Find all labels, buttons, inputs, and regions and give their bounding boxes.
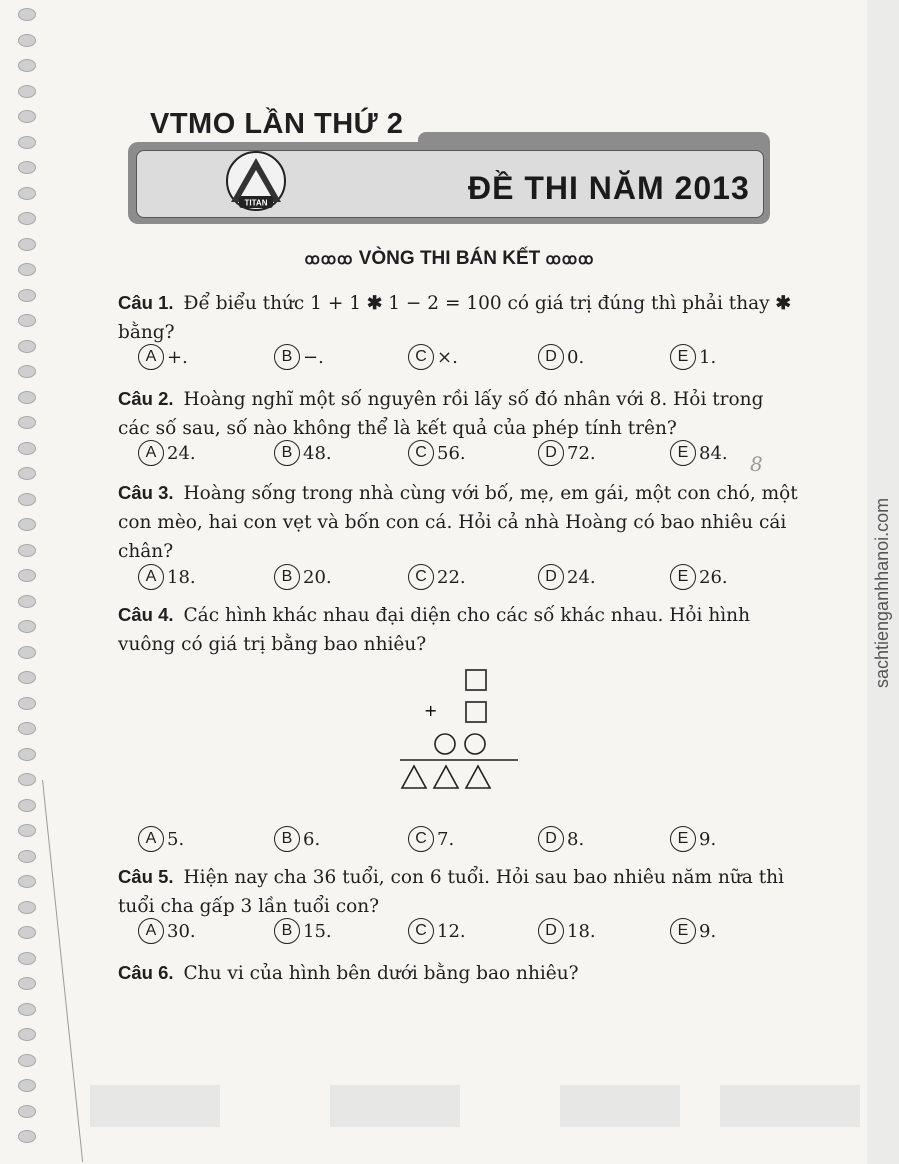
option-e[interactable] bbox=[670, 564, 728, 590]
binder-hole bbox=[18, 136, 36, 149]
binder-hole bbox=[18, 646, 36, 659]
option-letter: C bbox=[408, 826, 434, 852]
option-value: 48. bbox=[303, 442, 332, 464]
binder-hole bbox=[18, 85, 36, 98]
binder-hole bbox=[18, 901, 36, 914]
triangle-shape bbox=[402, 766, 426, 788]
question-label: Câu 1. bbox=[118, 292, 174, 313]
option-letter: A bbox=[138, 826, 164, 852]
option-value: 8. bbox=[567, 828, 585, 850]
question-label: Câu 4. bbox=[118, 604, 174, 625]
option-b[interactable] bbox=[274, 440, 332, 466]
question-text: Hiện nay cha 36 tuổi, con 6 tuổi. Hỏi sau bao nhiêu năm nữa thì tuổi cha gấp 3 lần tuổi con? bbox=[118, 867, 784, 917]
asterisk-symbol: ✱ bbox=[775, 293, 791, 314]
option-value: 72. bbox=[567, 442, 596, 464]
binder-hole bbox=[18, 952, 36, 965]
option-value: 24. bbox=[167, 442, 196, 464]
watermark-text: sachtienganhhanoi.com bbox=[872, 497, 892, 688]
binder-hole bbox=[18, 569, 36, 582]
contest-title: VTMO LẦN THỨ 2 bbox=[150, 108, 404, 140]
question-4 bbox=[118, 600, 798, 659]
binder-hole bbox=[18, 161, 36, 174]
question-label: Câu 6. bbox=[118, 962, 174, 983]
binder-hole bbox=[18, 442, 36, 455]
option-value: 26. bbox=[699, 566, 728, 588]
binder-hole bbox=[18, 59, 36, 72]
option-letter: D bbox=[538, 440, 564, 466]
square-shape bbox=[466, 670, 486, 690]
option-value: 1. bbox=[699, 346, 717, 368]
binder-hole bbox=[18, 314, 36, 327]
option-value: 5. bbox=[167, 828, 185, 850]
binder-hole bbox=[18, 926, 36, 939]
binder-hole bbox=[18, 340, 36, 353]
pencil-note: 8 bbox=[750, 452, 763, 476]
scan-noise bbox=[330, 1085, 460, 1127]
option-e[interactable] bbox=[670, 344, 716, 370]
binder-hole bbox=[18, 110, 36, 123]
option-letter: C bbox=[408, 918, 434, 944]
logo-text: TITAN bbox=[244, 198, 268, 208]
square-shape bbox=[466, 702, 486, 722]
binder-hole bbox=[18, 493, 36, 506]
option-value: 20. bbox=[303, 566, 332, 588]
scan-noise bbox=[720, 1085, 860, 1127]
options-q3 bbox=[138, 564, 798, 594]
option-a[interactable] bbox=[138, 440, 196, 466]
ornament-left: ꝏꝏꝏ bbox=[304, 251, 354, 268]
option-value: 18. bbox=[567, 920, 596, 942]
option-letter: C bbox=[408, 344, 434, 370]
option-e[interactable] bbox=[670, 826, 716, 852]
option-letter: D bbox=[538, 564, 564, 590]
option-letter: D bbox=[538, 918, 564, 944]
option-d[interactable] bbox=[538, 826, 584, 852]
asterisk-symbol: ✱ bbox=[366, 293, 383, 314]
option-letter: A bbox=[138, 344, 164, 370]
binder-hole bbox=[18, 34, 36, 47]
round-title: VÒNG THI BÁN KẾT bbox=[358, 248, 541, 269]
question-5 bbox=[118, 862, 798, 921]
option-value: +. bbox=[167, 346, 188, 368]
question-text: Hoàng nghĩ một số nguyên rồi lấy số đó nhân với 8. Hỏi trong các số sau, số nào không thể là kết quả của phép tính trên? bbox=[118, 389, 764, 439]
binder-hole bbox=[18, 1130, 36, 1143]
binder-holes bbox=[18, 0, 44, 1164]
option-letter: B bbox=[274, 440, 300, 466]
option-letter: E bbox=[670, 826, 696, 852]
banner-title: ĐỀ THI NĂM 2013 bbox=[468, 170, 750, 206]
binder-hole bbox=[18, 1079, 36, 1092]
round-heading bbox=[0, 248, 899, 270]
binder-hole bbox=[18, 212, 36, 225]
option-d[interactable] bbox=[538, 564, 596, 590]
option-b[interactable] bbox=[274, 918, 332, 944]
option-a[interactable] bbox=[138, 918, 196, 944]
question-3 bbox=[118, 478, 798, 566]
question-6 bbox=[118, 958, 798, 988]
option-value: −. bbox=[303, 346, 324, 368]
exam-banner bbox=[128, 142, 770, 224]
option-c[interactable] bbox=[408, 918, 466, 944]
option-letter: B bbox=[274, 564, 300, 590]
option-letter: D bbox=[538, 344, 564, 370]
binder-hole bbox=[18, 722, 36, 735]
binder-hole bbox=[18, 518, 36, 531]
option-letter: E bbox=[670, 918, 696, 944]
binder-hole bbox=[18, 1028, 36, 1041]
paper-edge-line bbox=[42, 780, 83, 1162]
binder-hole bbox=[18, 824, 36, 837]
option-letter: C bbox=[408, 564, 434, 590]
binder-hole bbox=[18, 8, 36, 21]
triangle-shape bbox=[466, 766, 490, 788]
option-letter: C bbox=[408, 440, 434, 466]
question-label: Câu 3. bbox=[118, 482, 174, 503]
option-value: 24. bbox=[567, 566, 596, 588]
circle-shape bbox=[435, 734, 455, 754]
binder-hole bbox=[18, 850, 36, 863]
titan-logo bbox=[223, 150, 289, 212]
question-2 bbox=[118, 384, 798, 443]
binder-hole bbox=[18, 365, 36, 378]
option-c[interactable] bbox=[408, 440, 466, 466]
option-letter: A bbox=[138, 918, 164, 944]
binder-hole bbox=[18, 620, 36, 633]
binder-hole bbox=[18, 671, 36, 684]
question-text: Hoàng sống trong nhà cùng với bố, mẹ, em gái, một con chó, một con mèo, hai con vẹt và bốn con cá. Hỏi cả nhà Hoàng có bao nhiêu cái chân? bbox=[118, 483, 798, 562]
question-text: bằng? bbox=[118, 322, 175, 343]
option-value: 30. bbox=[167, 920, 196, 942]
option-b[interactable] bbox=[274, 344, 324, 370]
option-letter: B bbox=[274, 826, 300, 852]
option-value: 15. bbox=[303, 920, 332, 942]
question-text: Chu vi của hình bên dưới bằng bao nhiêu? bbox=[183, 963, 579, 984]
option-letter: B bbox=[274, 344, 300, 370]
option-d[interactable] bbox=[538, 344, 584, 370]
binder-hole bbox=[18, 595, 36, 608]
binder-hole bbox=[18, 391, 36, 404]
option-a[interactable] bbox=[138, 564, 196, 590]
question-text: 1 − 2 = 100 có giá trị đúng thì phải thay bbox=[382, 293, 776, 314]
scan-noise bbox=[90, 1085, 220, 1127]
option-d[interactable] bbox=[538, 440, 596, 466]
question-label: Câu 5. bbox=[118, 866, 174, 887]
option-value: 22. bbox=[437, 566, 466, 588]
option-value: 7. bbox=[437, 828, 455, 850]
scan-noise bbox=[560, 1085, 680, 1127]
question-label: Câu 2. bbox=[118, 388, 174, 409]
question-text: Các hình khác nhau đại diện cho các số khác nhau. Hỏi hình vuông có giá trị bằng bao nhiêu? bbox=[118, 605, 751, 655]
option-c[interactable] bbox=[408, 564, 466, 590]
option-letter: D bbox=[538, 826, 564, 852]
binder-hole bbox=[18, 1105, 36, 1118]
option-e[interactable] bbox=[670, 440, 728, 466]
circle-shape bbox=[465, 734, 485, 754]
question-1 bbox=[118, 288, 798, 347]
options-q2 bbox=[138, 440, 798, 470]
option-letter: E bbox=[670, 440, 696, 466]
option-b[interactable] bbox=[274, 564, 332, 590]
binder-hole bbox=[18, 544, 36, 557]
option-value: 18. bbox=[167, 566, 196, 588]
binder-hole bbox=[18, 799, 36, 812]
option-b[interactable] bbox=[274, 826, 320, 852]
option-e[interactable] bbox=[670, 918, 716, 944]
option-letter: E bbox=[670, 344, 696, 370]
triangle-shape bbox=[434, 766, 458, 788]
option-value: 12. bbox=[437, 920, 466, 942]
option-d[interactable] bbox=[538, 918, 596, 944]
binder-hole bbox=[18, 1003, 36, 1016]
binder-hole bbox=[18, 773, 36, 786]
options-q5 bbox=[138, 918, 798, 948]
binder-hole bbox=[18, 289, 36, 302]
binder-hole bbox=[18, 697, 36, 710]
option-a[interactable] bbox=[138, 344, 188, 370]
plus-sign: + bbox=[424, 701, 438, 720]
options-q4 bbox=[138, 826, 798, 856]
binder-hole bbox=[18, 1054, 36, 1067]
option-letter: A bbox=[138, 440, 164, 466]
option-value: 0. bbox=[567, 346, 585, 368]
option-value: 9. bbox=[699, 828, 717, 850]
option-value: 6. bbox=[303, 828, 321, 850]
binder-hole bbox=[18, 187, 36, 200]
option-c[interactable] bbox=[408, 344, 458, 370]
options-q1 bbox=[138, 344, 798, 374]
option-letter: A bbox=[138, 564, 164, 590]
option-value: ×. bbox=[437, 346, 458, 368]
option-value: 84. bbox=[699, 442, 728, 464]
option-letter: E bbox=[670, 564, 696, 590]
question-text: Để biểu thức 1 + 1 bbox=[183, 293, 367, 314]
option-value: 9. bbox=[699, 920, 717, 942]
ornament-right: ꝏꝏꝏ bbox=[545, 251, 595, 268]
binder-hole bbox=[18, 748, 36, 761]
binder-hole bbox=[18, 875, 36, 888]
binder-hole bbox=[18, 977, 36, 990]
option-letter: B bbox=[274, 918, 300, 944]
binder-hole bbox=[18, 416, 36, 429]
option-c[interactable] bbox=[408, 826, 454, 852]
option-value: 56. bbox=[437, 442, 466, 464]
binder-hole bbox=[18, 467, 36, 480]
option-a[interactable] bbox=[138, 826, 184, 852]
shape-addition-puzzle bbox=[400, 664, 520, 794]
